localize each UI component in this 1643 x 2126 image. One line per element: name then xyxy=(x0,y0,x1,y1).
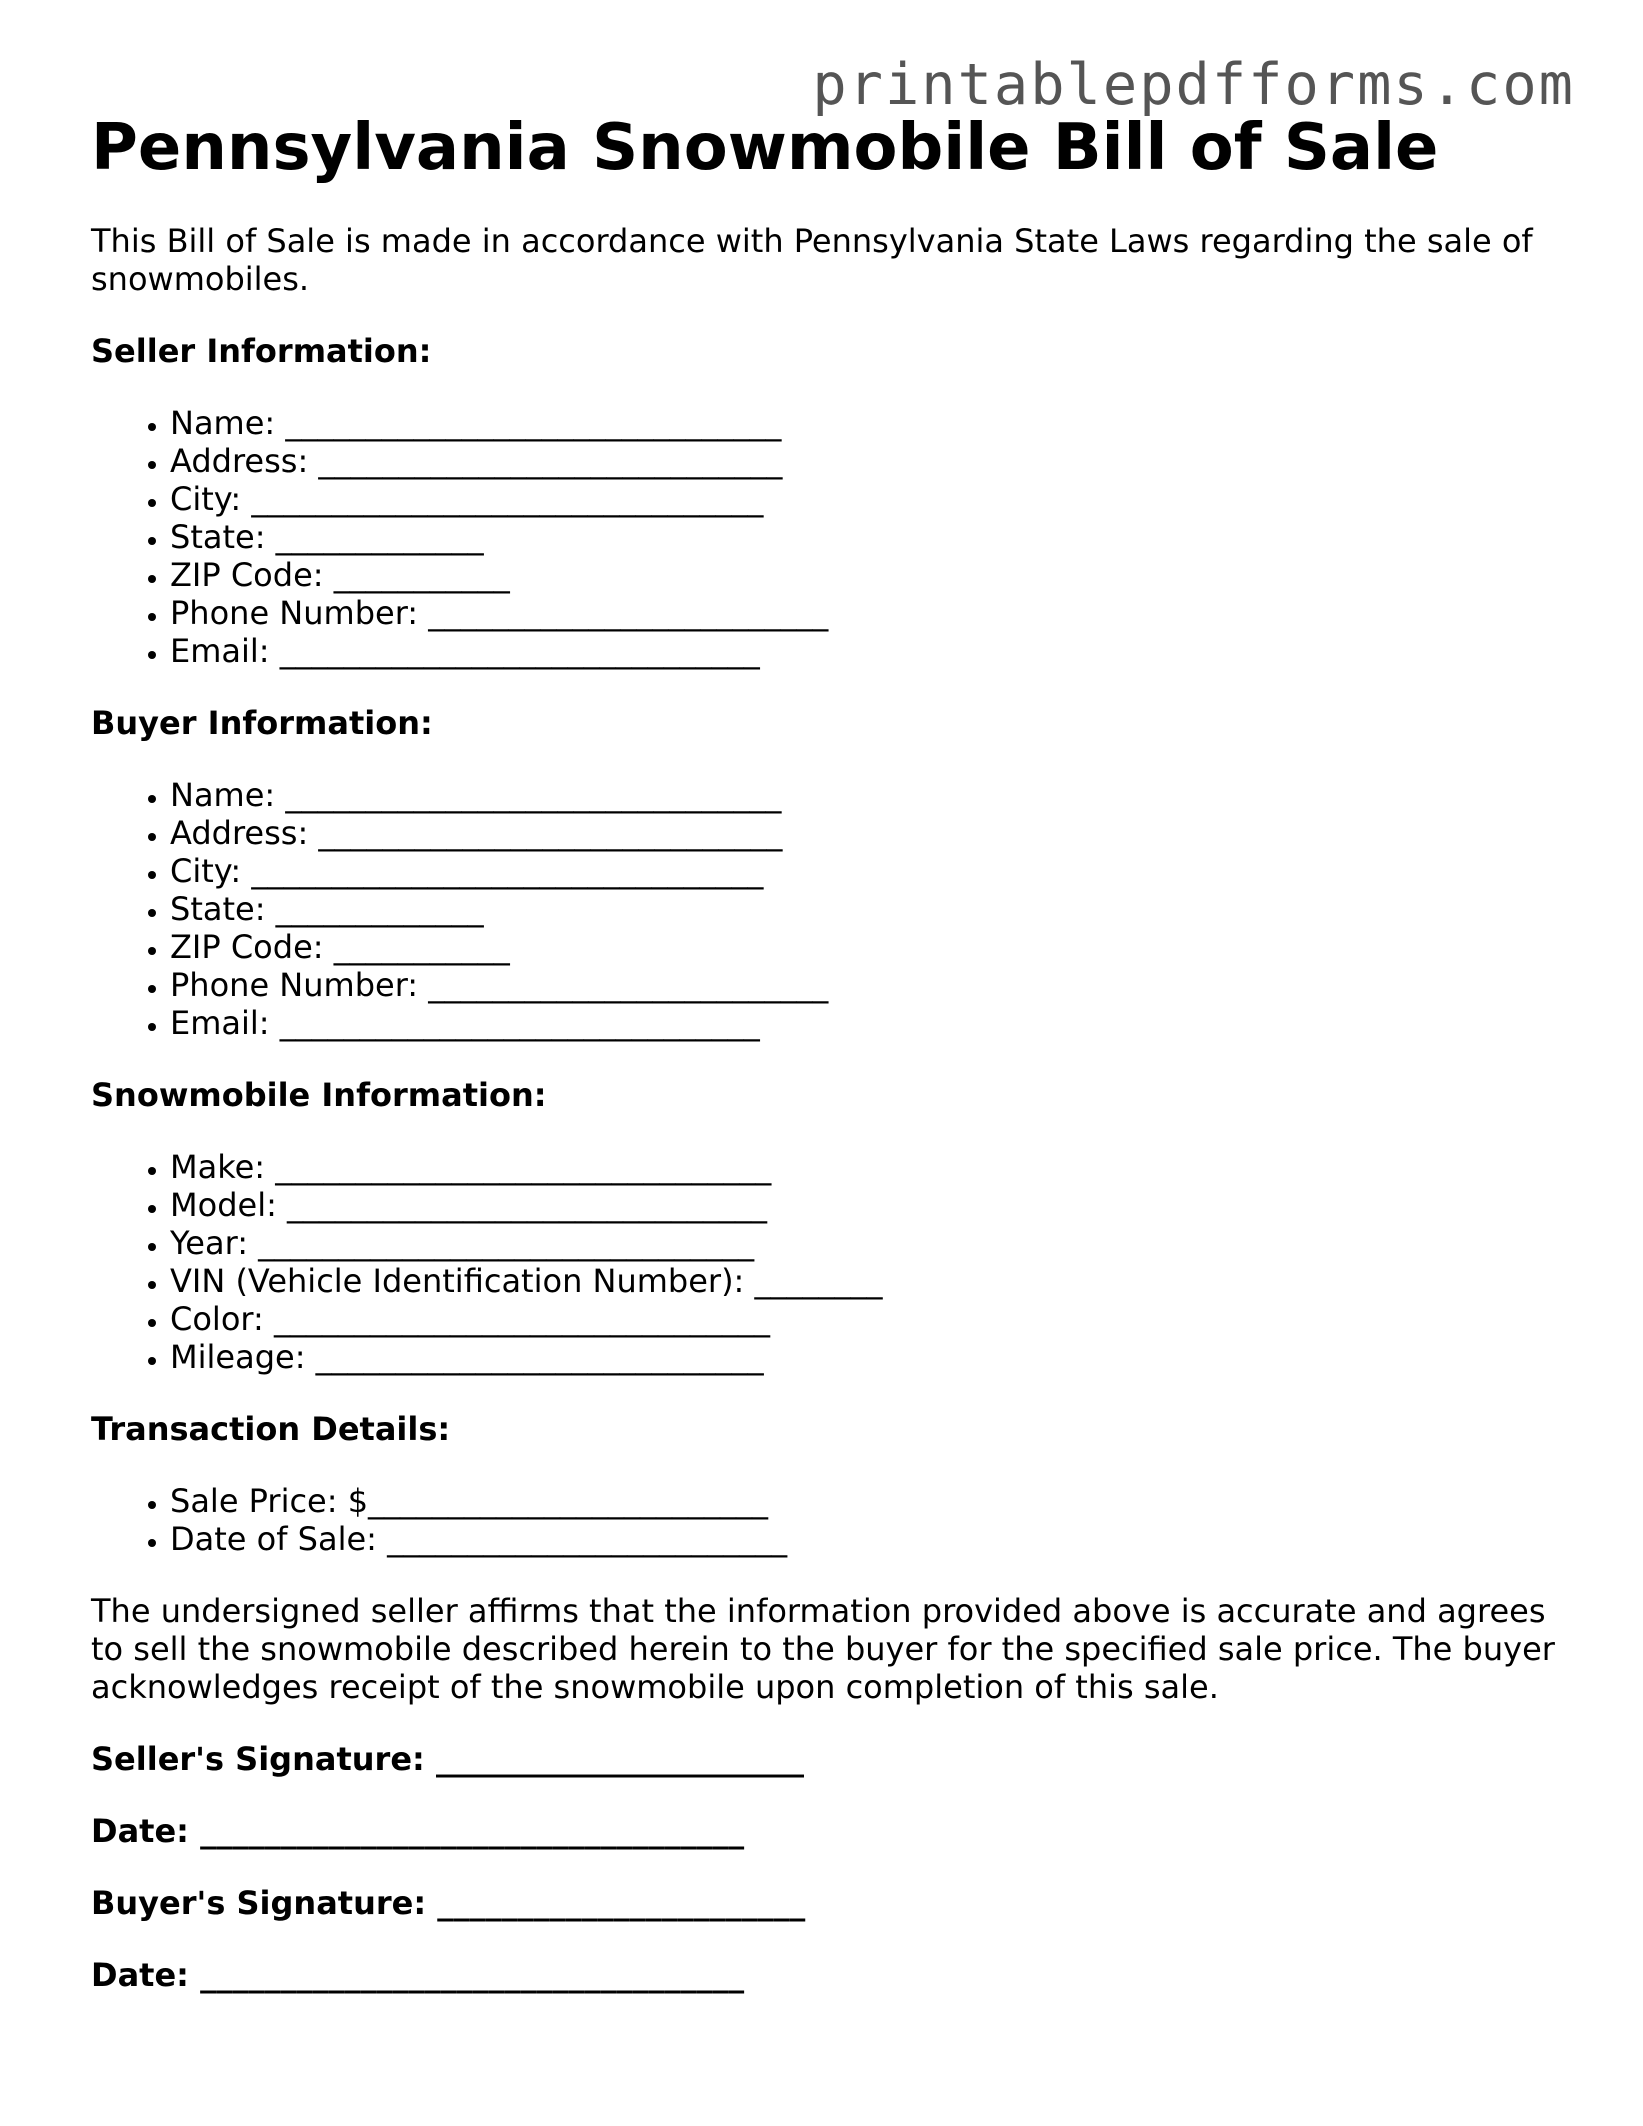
snowmobile-year-field[interactable]: • Year: _______________________________ xyxy=(170,1224,1571,1262)
snowmobile-section-heading: Snowmobile Information: xyxy=(91,1076,547,1114)
seller-section-heading: Seller Information: xyxy=(91,332,432,370)
seller-signature-field[interactable]: Seller's Signature: _______________________ xyxy=(91,1740,804,1778)
intro-paragraph: This Bill of Sale is made in accordance with Pennsylvania State Laws regarding the sale of snowmobiles. xyxy=(91,222,1533,298)
document-page xyxy=(91,108,1571,1994)
seller-zip-field[interactable]: • ZIP Code: ___________ xyxy=(170,556,1571,594)
buyer-email-field[interactable]: • Email: ______________________________ xyxy=(170,1004,1571,1042)
snowmobile-color-field[interactable]: • Color: _______________________________ xyxy=(170,1300,1571,1338)
buyer-phone-field[interactable]: • Phone Number: _________________________ xyxy=(170,966,1571,1004)
date-of-sale-field[interactable]: • Date of Sale: _________________________ xyxy=(170,1520,1571,1558)
snowmobile-mileage-field[interactable]: • Mileage: ____________________________ xyxy=(170,1338,1571,1376)
buyer-address-field[interactable]: • Address: _____________________________ xyxy=(170,814,1571,852)
seller-email-field[interactable]: • Email: ______________________________ xyxy=(170,632,1571,670)
seller-date-field[interactable]: Date: __________________________________ xyxy=(91,1812,745,1850)
buyer-zip-field[interactable]: • ZIP Code: ___________ xyxy=(170,928,1571,966)
sale-price-field[interactable]: • Sale Price: $_________________________ xyxy=(170,1482,1571,1520)
buyer-date-field[interactable]: Date: __________________________________ xyxy=(91,1956,745,1994)
affirmation-paragraph: The undersigned seller affirms that the information provided above is accurate and agrees to sell the snowmobile described herein to the buyer for the specified sale price. The buyer acknowledges receipt of the snowmobile upon completion of this sale. xyxy=(91,1592,1555,1706)
seller-phone-field[interactable]: • Phone Number: _________________________ xyxy=(170,594,1571,632)
document-title: Pennsylvania Snowmobile Bill of Sale xyxy=(91,111,1439,185)
buyer-state-field[interactable]: • State: _____________ xyxy=(170,890,1571,928)
transaction-field-list xyxy=(91,1482,1571,1558)
buyer-city-field[interactable]: • City: ________________________________ xyxy=(170,852,1571,890)
buyer-name-field[interactable]: • Name: _______________________________ xyxy=(170,776,1571,814)
snowmobile-model-field[interactable]: • Model: ______________________________ xyxy=(170,1186,1571,1224)
buyer-signature-field[interactable]: Buyer's Signature: _______________________ xyxy=(91,1884,806,1922)
seller-address-field[interactable]: • Address: _____________________________ xyxy=(170,442,1571,480)
buyer-field-list xyxy=(91,776,1571,1042)
buyer-section-heading: Buyer Information: xyxy=(91,704,433,742)
seller-city-field[interactable]: • City: ________________________________ xyxy=(170,480,1571,518)
snowmobile-field-list xyxy=(91,1148,1571,1376)
transaction-section-heading: Transaction Details: xyxy=(91,1410,451,1448)
snowmobile-vin-field[interactable]: • VIN (Vehicle Identification Number): ________ xyxy=(170,1262,1571,1300)
seller-state-field[interactable]: • State: _____________ xyxy=(170,518,1571,556)
seller-name-field[interactable]: • Name: _______________________________ xyxy=(170,404,1571,442)
snowmobile-make-field[interactable]: • Make: _______________________________ xyxy=(170,1148,1571,1186)
seller-field-list xyxy=(91,404,1571,670)
watermark: printablepdfforms.com xyxy=(812,52,1575,118)
